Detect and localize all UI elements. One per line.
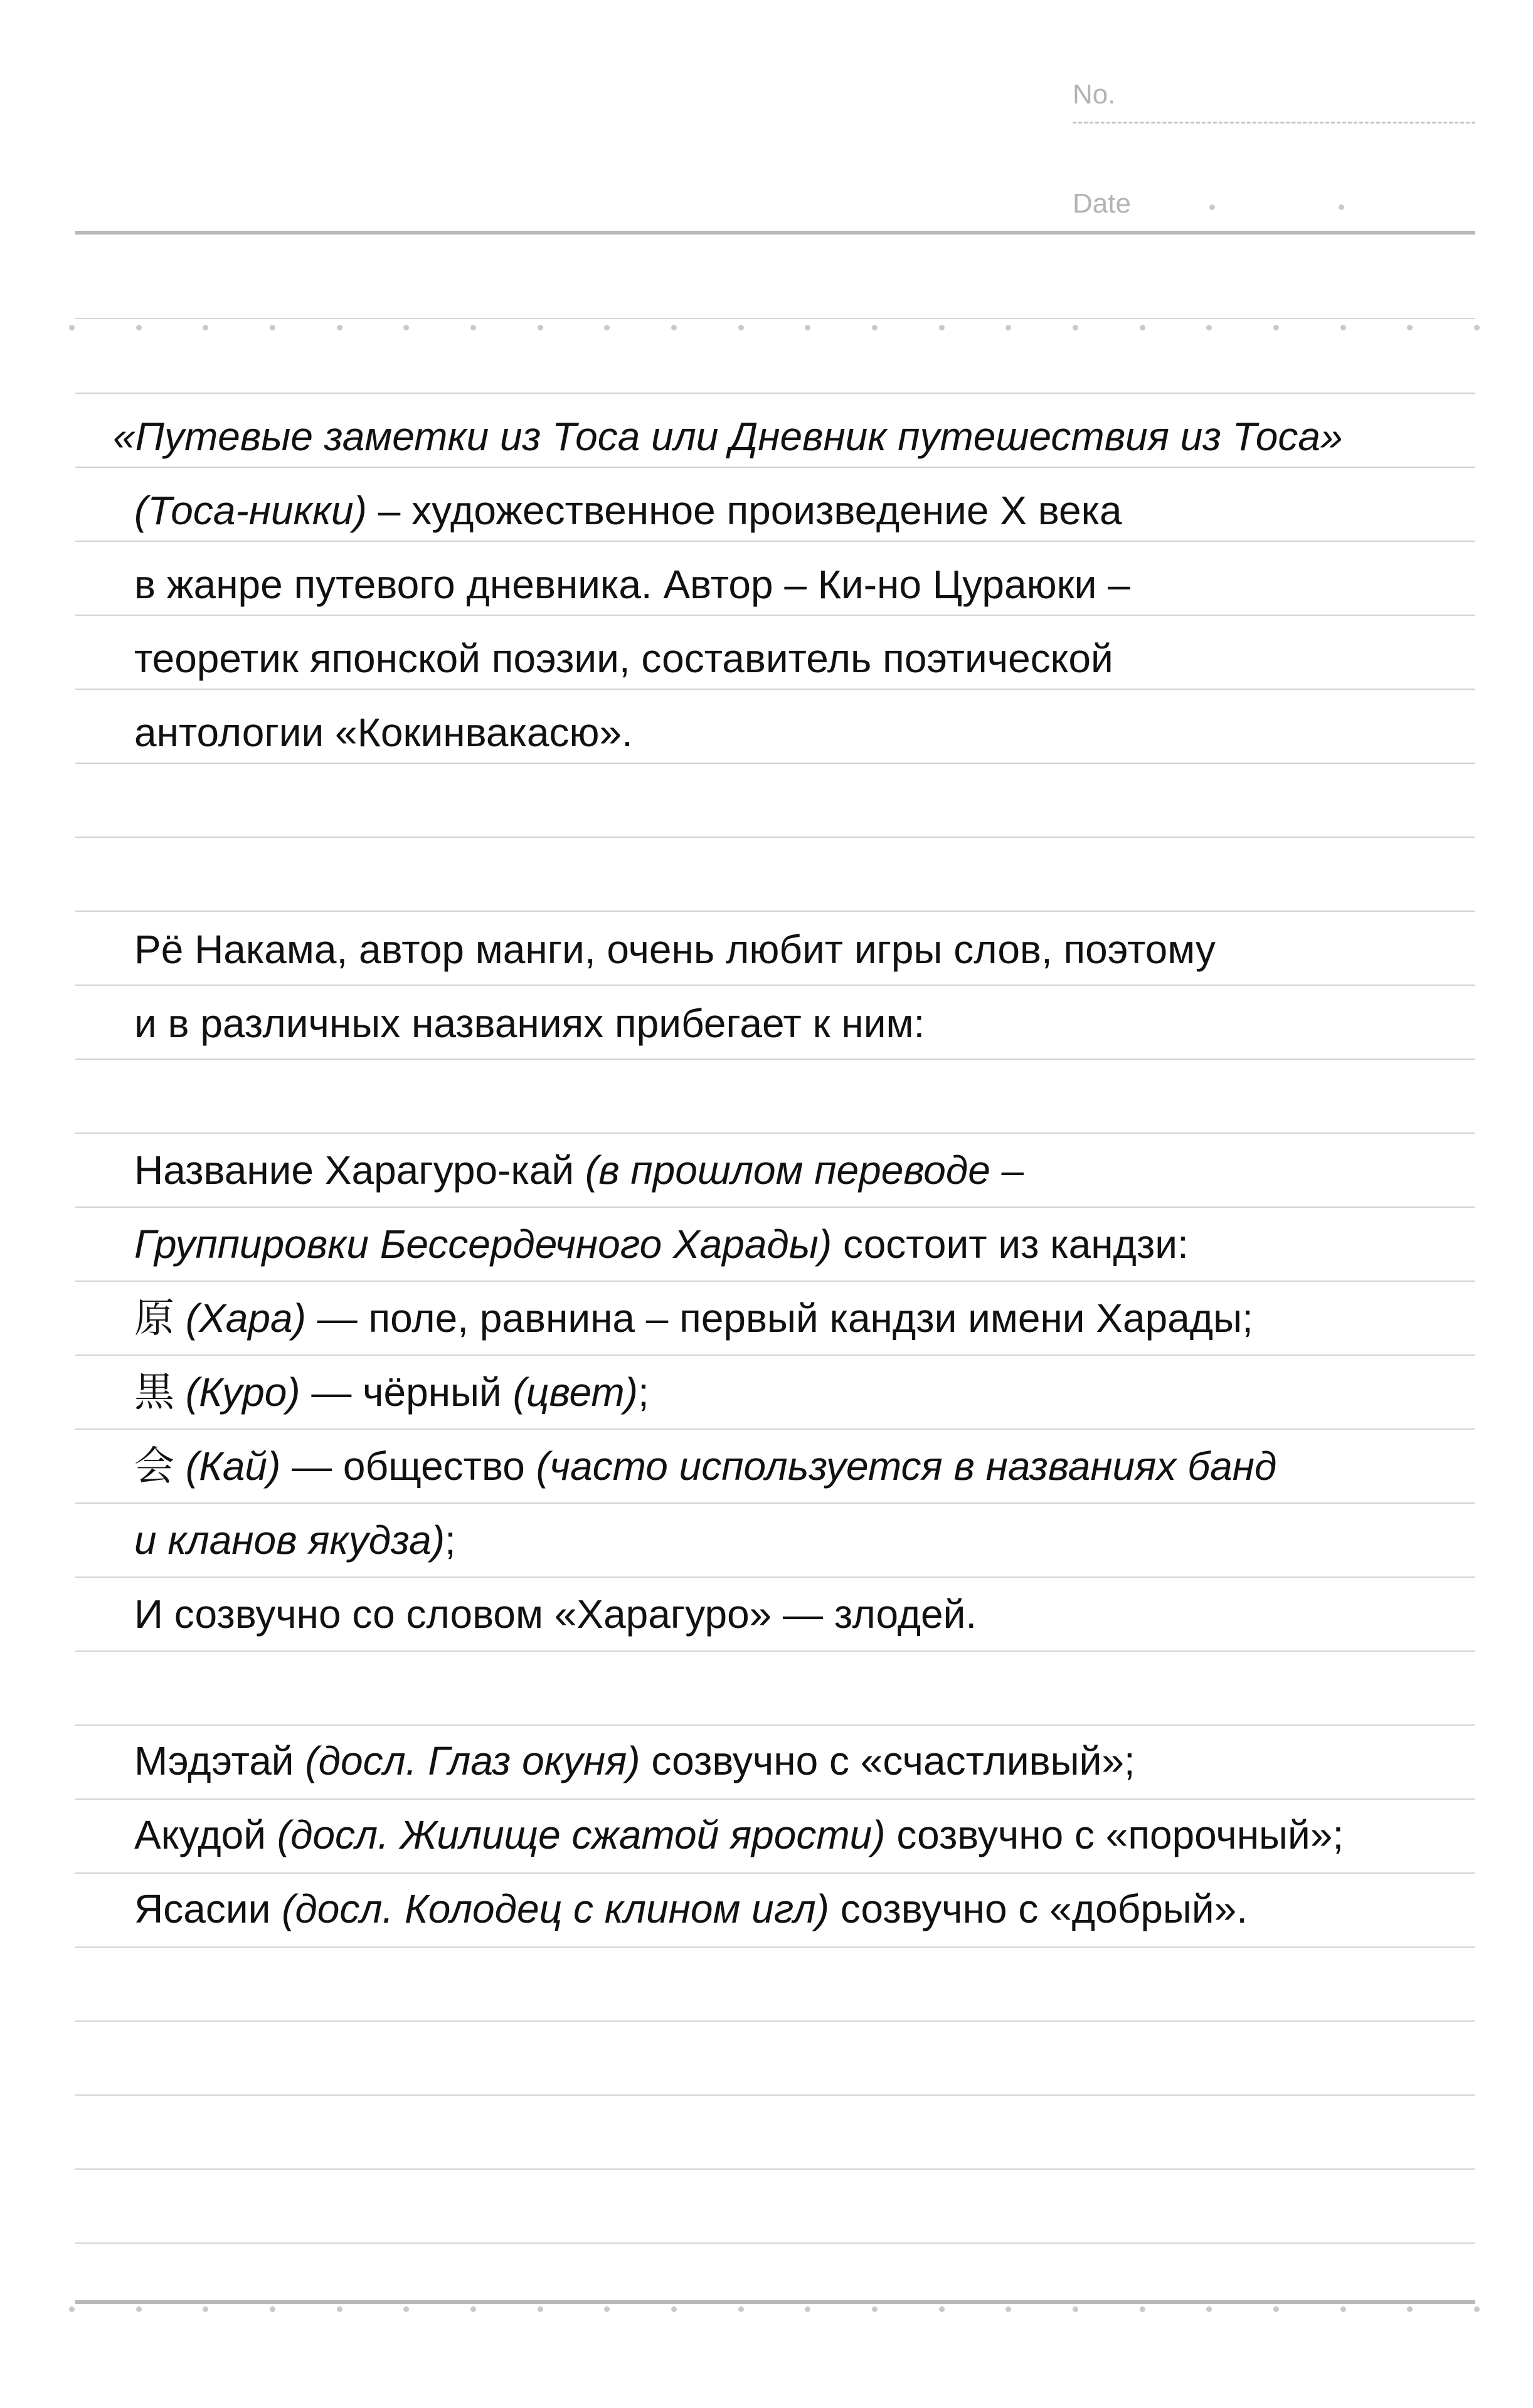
rule-dot [1407,2306,1413,2312]
rule-dot [1273,2306,1279,2312]
rule-dot [337,325,342,330]
rule-dot [270,325,275,330]
note-line: Ясасии (досл. Колодец с клином игл) созвучно с «добрый». [134,1886,1248,1931]
rule-dot [1140,325,1145,330]
ruled-line [75,1502,1475,1504]
rule-dot [470,2306,476,2312]
ruled-line [75,985,1475,986]
rule-dot [872,325,878,330]
rule-dot [538,325,543,330]
ruled-line [75,1059,1475,1060]
ruled-line [75,763,1475,764]
rule-dot [1005,325,1011,330]
rule-dot [136,2306,142,2312]
note-line: Акудой (досл. Жилище сжатой ярости) созвучно с «порочный»; [134,1812,1344,1857]
note-line: «Путевые заметки из Тоса или Дневник путешествия из Тоса» [113,414,1343,459]
rule-dot [805,325,810,330]
ruled-line [75,393,1475,394]
note-line: 黒 (Куро) — чёрный (цвет); [134,1370,649,1415]
ruled-line [75,1650,1475,1652]
note-line: (Тоса-никки) – художественное произведение X века [134,488,1122,533]
ruled-line [75,1872,1475,1874]
ruled-line [75,541,1475,542]
note-line: 会 (Кай) — общество (часто используется в названиях банд [134,1444,1277,1489]
rule-dot [671,2306,677,2312]
rule-dot [270,2306,275,2312]
ruled-line [75,1946,1475,1948]
note-line: 原 (Хара) — поле, равнина – первый кандзи имени Харады; [134,1296,1253,1341]
kanji-hara: 原 [134,1296,186,1341]
bottom-rule [75,2300,1475,2304]
rule-dot [1340,325,1346,330]
rule-dot [136,325,142,330]
note-line: Рё Накама, автор манги, очень любит игры слов, поэтому [134,927,1216,972]
ruled-line [75,1798,1475,1800]
note-line: и в различных названиях прибегает к ним: [134,1001,925,1046]
ruled-line [75,911,1475,912]
rule-dot [1474,2306,1480,2312]
rule-dot [1005,2306,1011,2312]
rule-dot [1140,2306,1145,2312]
note-line: в жанре путевого дневника. Автор – Ки-но Цураюки – [134,562,1130,607]
ruled-line [75,1724,1475,1726]
rule-dot [470,325,476,330]
rule-dot [203,2306,208,2312]
note-line: Группировки Бессердечного Харады) состоит из кандзи: [134,1222,1189,1267]
rule-dot [203,325,208,330]
ruled-line [75,1428,1475,1430]
ruled-line [75,2242,1475,2244]
rule-dot [738,325,744,330]
rule-dot [1474,325,1480,330]
note-line: и кланов якудза); [134,1518,456,1563]
rule-dot [604,2306,610,2312]
ruled-line [75,2020,1475,2022]
rule-dot [805,2306,810,2312]
rule-dot [939,325,945,330]
ruled-line [75,615,1475,616]
ruled-line [75,689,1475,690]
date-separator-dot [1339,204,1344,210]
kanji-kuro: 黒 [134,1370,186,1415]
date-separator-dot [1209,204,1215,210]
top-rule [75,231,1475,235]
ruled-line [75,467,1475,468]
note-line: антологии «Кокинвакасю». [134,710,633,755]
date-label: Date [1073,188,1131,219]
ruled-line [75,1133,1475,1134]
ruled-line [75,837,1475,838]
dotted-rule-line [75,318,1475,319]
note-line: И созвучно со словом «Харагуро» — злодей. [134,1592,977,1637]
dotted-rule [69,324,1482,334]
kanji-kai: 会 [134,1444,186,1489]
no-field-line [1073,122,1475,124]
rule-dot [1073,325,1078,330]
rule-dot [604,325,610,330]
rule-dot [671,325,677,330]
rule-dot [1340,2306,1346,2312]
note-line: Мэдэтай (досл. Глаз окуня) созвучно с «счастливый»; [134,1738,1135,1783]
dotted-rule [69,2305,1482,2315]
rule-dot [1073,2306,1078,2312]
ruled-line [75,1576,1475,1578]
no-label: No. [1073,79,1116,110]
rule-dot [939,2306,945,2312]
rule-dot [1206,2306,1212,2312]
ruled-line [75,1354,1475,1356]
rule-dot [337,2306,342,2312]
ruled-line [75,1281,1475,1282]
rule-dot [403,325,409,330]
ruled-line [75,1207,1475,1208]
rule-dot [1206,325,1212,330]
note-line: теоретик японской поэзии, составитель поэтической [134,636,1113,681]
rule-dot [69,2306,75,2312]
rule-dot [69,325,75,330]
rule-dot [872,2306,878,2312]
rule-dot [1407,325,1413,330]
rule-dot [1273,325,1279,330]
ruled-line [75,2094,1475,2096]
rule-dot [538,2306,543,2312]
ruled-line [75,2168,1475,2170]
note-line: Название Харагуро-кай (в прошлом переводе – [134,1148,1024,1193]
rule-dot [403,2306,409,2312]
rule-dot [738,2306,744,2312]
